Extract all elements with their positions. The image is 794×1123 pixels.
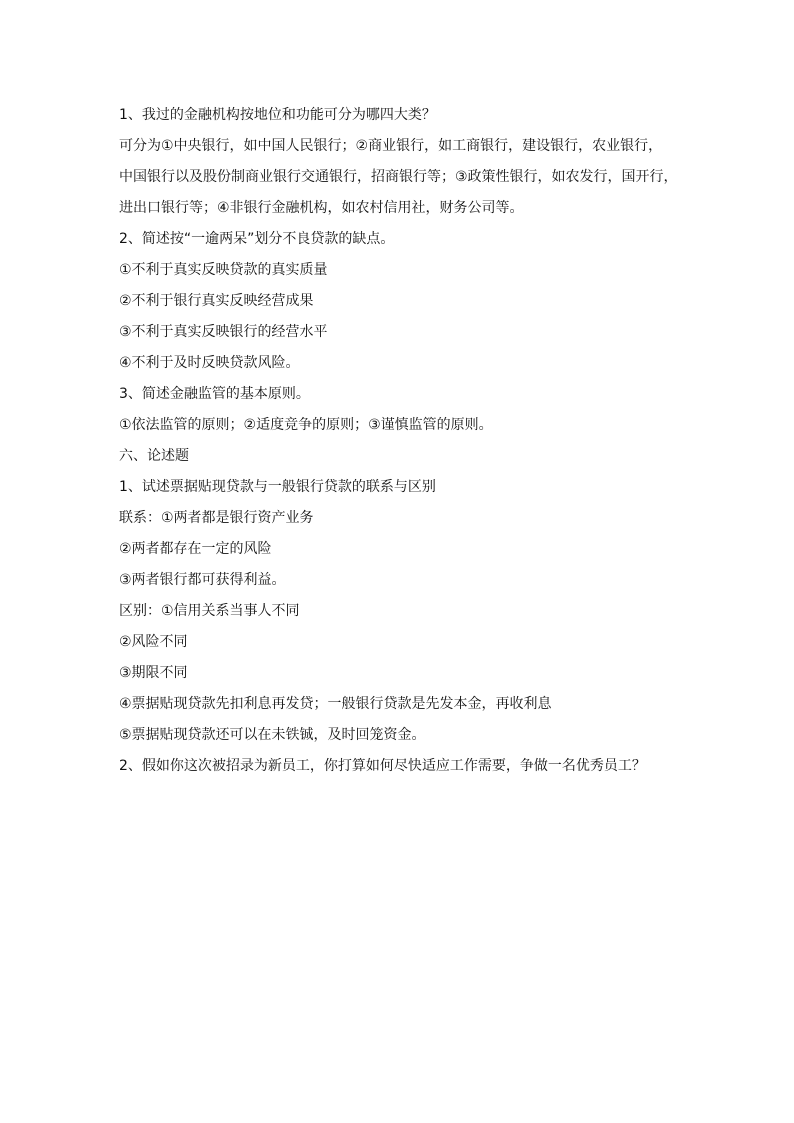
essay-question-1: 1、试述票据贴现贷款与一般银行贷款的联系与区别	[119, 479, 436, 495]
question-3: 3、简述金融监管的基本原则。	[119, 386, 310, 402]
answer-2-item-3: ③不利于真实反映银行的经营水平	[119, 324, 328, 340]
difference-item-5: ⑤票据贴现贷款还可以在未铁铖，及时回笼资金。	[119, 727, 426, 743]
question-2: 2、简述按“一逾两呆”划分不良贷款的缺点。	[119, 231, 395, 247]
relation-item-2: ②两者都存在一定的风险	[119, 541, 272, 557]
section-heading: 六、论述题	[119, 448, 189, 464]
difference-item-4: ④票据贴现贷款先扣利息再发贷；一般银行贷款是先发本金，再收利息	[119, 696, 552, 712]
answer-1-line-3: 进出口银行等；④非银行金融机构，如农村信用社，财务公司等。	[119, 200, 524, 216]
answer-2-item-4: ④不利于及时反映贷款风险。	[119, 355, 300, 371]
answer-2-item-1: ①不利于真实反映贷款的真实质量	[119, 262, 328, 278]
relation-item-1: 联系：①两者都是银行资产业务	[119, 510, 314, 526]
question-1: 1、我过的金融机构按地位和功能可分为哪四大类？	[119, 107, 436, 123]
relation-item-3: ③两者银行都可获得利益。	[119, 572, 286, 588]
document-body	[119, 100, 689, 782]
difference-item-2: ②风险不同	[119, 634, 188, 650]
essay-question-2: 2、假如你这次被招录为新员工，你打算如何尽快适应工作需要，争做一名优秀员工？	[119, 758, 646, 774]
answer-2-item-2: ②不利于银行真实反映经营成果	[119, 293, 314, 309]
difference-item-3: ③期限不同	[119, 665, 188, 681]
answer-3: ①依法监管的原则；②适度竞争的原则；③谨慎监管的原则。	[119, 417, 493, 433]
answer-1-line-1: 可分为①中央银行，如中国人民银行；②商业银行，如工商银行，建设银行，农业银行，	[119, 138, 663, 154]
difference-item-1: 区别：①信用关系当事人不同	[119, 603, 300, 619]
answer-1-line-2: 中国银行以及股份制商业银行交通银行，招商银行等；③政策性银行，如农发行，国开行，	[119, 169, 678, 185]
